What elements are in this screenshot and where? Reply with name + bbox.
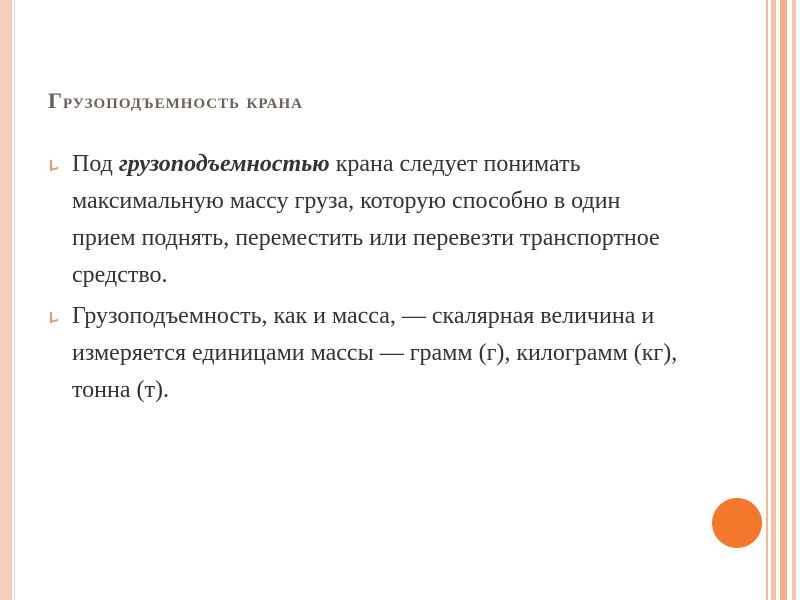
right-decorative-stripes — [760, 0, 800, 600]
bullet-text-suffix: крана следует понимать максимальную массу груза, которую способно в один прием поднять, переместить или перевезти транспортное средство. — [72, 151, 660, 288]
bullet-item — [46, 146, 686, 294]
stripe — [771, 0, 776, 600]
stripe — [766, 0, 768, 600]
checkmark-bullet-icon — [50, 310, 58, 323]
bullet-text: Грузоподъемность, как и масса, — скалярная величина и измеряется единицами массы — грамм (г), килограмм (кг), тонна (т). — [72, 303, 678, 403]
bullet-text-prefix: Под — [72, 151, 119, 177]
stripe — [792, 0, 796, 600]
slide-content — [46, 146, 686, 409]
bullet-text-emphasis: грузоподъемностью — [118, 151, 330, 177]
stripe — [780, 0, 787, 600]
left-decorative-line — [14, 0, 15, 600]
slide-title: Грузоподъемность крана — [48, 88, 303, 113]
bullet-item — [46, 298, 686, 409]
left-decorative-border — [0, 0, 12, 600]
orange-circle-decoration — [712, 498, 762, 548]
checkmark-bullet-icon — [50, 158, 58, 171]
bullet-text — [72, 146, 686, 294]
